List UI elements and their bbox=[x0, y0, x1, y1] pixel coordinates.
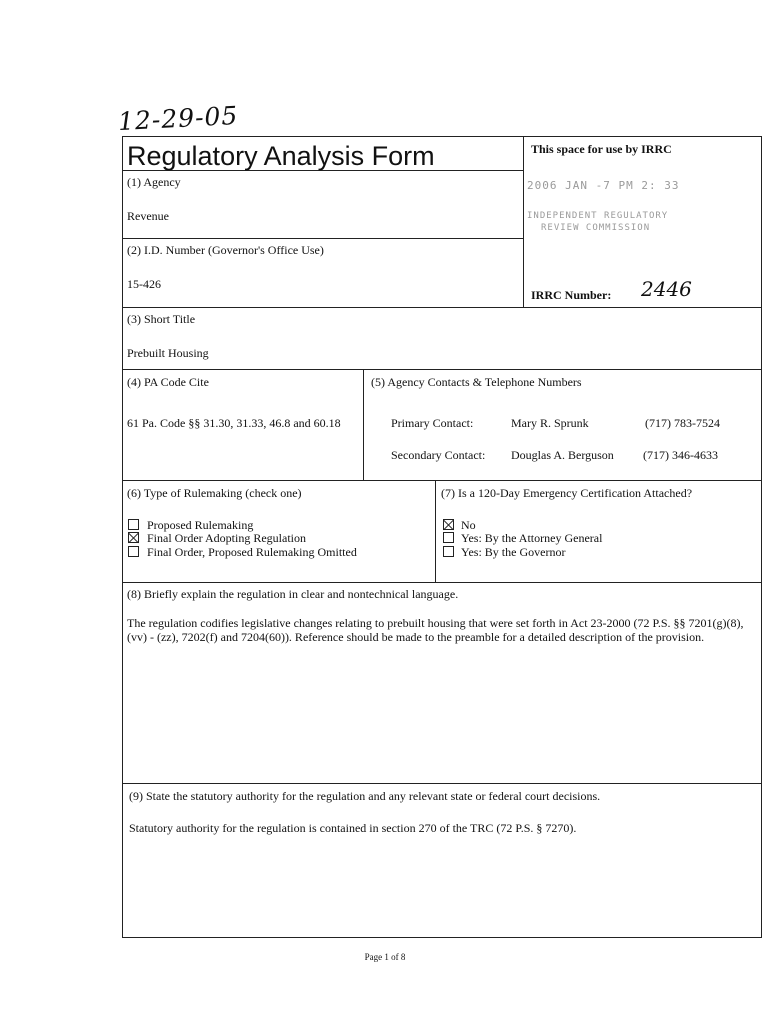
short-title-label: (3) Short Title bbox=[127, 312, 196, 326]
divider bbox=[123, 238, 523, 239]
secondary-contact-phone: (717) 346-4633 bbox=[643, 448, 718, 462]
agency-label: (1) Agency bbox=[127, 175, 181, 189]
emergency-label: (7) Is a 120-Day Emergency Certification Attached? bbox=[441, 486, 693, 500]
explanation-text: The regulation codifies legislative changes relating to prebuilt housing that were set forth in Act 23-2000 (72 P.S. §§ 7201(g)(8), (vv) - (zz), 7202(f) and 7204(60)). Reference should be made to the preamble for a detailed description of the provision. bbox=[127, 616, 744, 644]
irrc-number-value: 2446 bbox=[641, 277, 692, 301]
regulatory-analysis-form bbox=[122, 136, 762, 938]
emergency-option-label: Yes: By the Attorney General bbox=[461, 531, 603, 545]
final-order-adopting-checkbox[interactable] bbox=[128, 532, 139, 543]
emergency-no-checkbox[interactable] bbox=[443, 519, 454, 530]
secondary-contact-label: Secondary Contact: bbox=[391, 448, 486, 462]
irrc-number-label: IRRC Number: bbox=[531, 288, 612, 302]
divider bbox=[123, 582, 761, 583]
page-footer: Page 1 of 8 bbox=[364, 952, 406, 962]
authority-label: (9) State the statutory authority for the regulation and any relevant state or federal court decisions. bbox=[129, 789, 601, 803]
rulemaking-label: (6) Type of Rulemaking (check one) bbox=[127, 486, 302, 500]
received-stamp: INDEPENDENT REGULATORY bbox=[527, 211, 669, 221]
rulemaking-option-label: Proposed Rulemaking bbox=[147, 518, 254, 532]
pa-code-label: (4) PA Code Cite bbox=[127, 375, 209, 389]
irrc-box bbox=[523, 137, 761, 307]
explanation-label: (8) Briefly explain the regulation in clear and nontechnical language. bbox=[127, 587, 459, 601]
proposed-rulemaking-checkbox[interactable] bbox=[128, 519, 139, 530]
id-number-label: (2) I.D. Number (Governor's Office Use) bbox=[127, 243, 324, 257]
emergency-governor-checkbox[interactable] bbox=[443, 546, 454, 557]
rulemaking-option-label: Final Order, Proposed Rulemaking Omitted bbox=[147, 545, 357, 559]
pa-code-value: 61 Pa. Code §§ 31.30, 31.33, 46.8 and 60.18 bbox=[127, 416, 341, 430]
divider bbox=[123, 480, 761, 481]
final-order-omitted-checkbox[interactable] bbox=[128, 546, 139, 557]
rulemaking-option-label: Final Order Adopting Regulation bbox=[147, 531, 306, 545]
primary-contact-label: Primary Contact: bbox=[391, 416, 474, 430]
received-stamp: REVIEW COMMISSION bbox=[541, 223, 651, 233]
contacts-label: (5) Agency Contacts & Telephone Numbers bbox=[371, 375, 582, 389]
secondary-contact-name: Douglas A. Berguson bbox=[511, 448, 614, 462]
primary-contact-name: Mary R. Sprunk bbox=[511, 416, 589, 430]
emergency-option-label: No bbox=[461, 518, 476, 532]
divider bbox=[363, 369, 364, 480]
divider bbox=[123, 369, 761, 370]
divider bbox=[123, 783, 761, 784]
id-number-value: 15-426 bbox=[127, 277, 161, 291]
irrc-header: This space for use by IRRC bbox=[531, 142, 672, 156]
short-title-value: Prebuilt Housing bbox=[127, 346, 209, 360]
authority-text: Statutory authority for the regulation is contained in section 270 of the TRC (72 P.S. § 7270). bbox=[129, 821, 577, 835]
agency-value: Revenue bbox=[127, 209, 169, 223]
divider bbox=[123, 307, 761, 308]
form-title: Regulatory Analysis Form bbox=[127, 141, 435, 171]
received-stamp: 2006 JAN -7 PM 2: 33 bbox=[527, 179, 680, 192]
handwritten-date: 12-29-05 bbox=[117, 100, 240, 137]
emergency-attorney-general-checkbox[interactable] bbox=[443, 532, 454, 543]
emergency-option-label: Yes: By the Governor bbox=[461, 545, 566, 559]
primary-contact-phone: (717) 783-7524 bbox=[645, 416, 720, 430]
divider bbox=[435, 480, 436, 582]
